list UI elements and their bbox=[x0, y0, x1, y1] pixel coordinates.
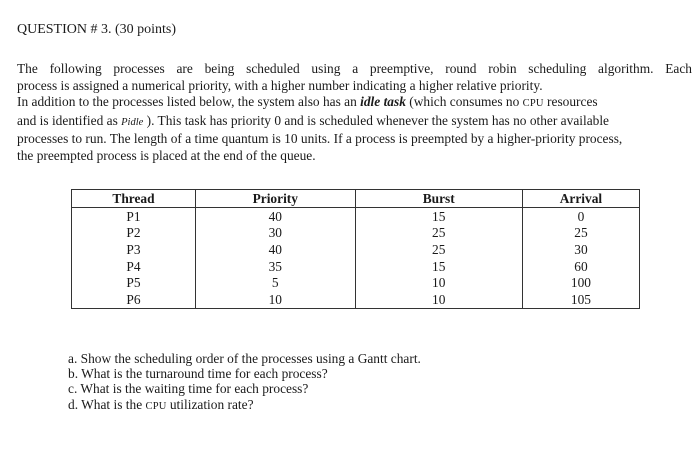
description-line-2: process is assigned a numerical priority, with a higher number indicating a higher relative priority. bbox=[17, 77, 543, 93]
cell-arrival: 105 bbox=[522, 291, 639, 308]
cell-thread: P1 bbox=[72, 207, 196, 224]
table-row bbox=[72, 274, 640, 291]
subquestion-d-cpu: CPU bbox=[145, 400, 167, 412]
description-line-1: The following processes are being scheduled using a preemptive, round robin scheduling algorithm. Each bbox=[17, 61, 692, 76]
table-row bbox=[72, 258, 640, 275]
question-description bbox=[17, 61, 692, 165]
cell-arrival: 100 bbox=[522, 274, 639, 291]
question-title: QUESTION # 3. (30 points) bbox=[17, 22, 177, 37]
table-row bbox=[72, 291, 640, 308]
cell-thread: P4 bbox=[72, 258, 196, 275]
subquestion-b: b. What is the turnaround time for each process? bbox=[68, 366, 328, 382]
header-priority: Priority bbox=[195, 190, 355, 208]
cell-burst: 10 bbox=[355, 274, 522, 291]
cell-arrival: 0 bbox=[522, 207, 639, 224]
cpu-term: CPU bbox=[522, 98, 544, 110]
header-thread: Thread bbox=[72, 190, 196, 208]
cell-priority: 10 bbox=[195, 291, 355, 308]
cell-priority: 40 bbox=[195, 241, 355, 258]
cell-burst: 25 bbox=[355, 241, 522, 258]
table-row bbox=[72, 224, 640, 241]
cell-burst: 15 bbox=[355, 258, 522, 275]
header-burst: Burst bbox=[355, 190, 522, 208]
cell-arrival: 30 bbox=[522, 241, 639, 258]
description-line-3 bbox=[17, 94, 692, 113]
description-line-4-end: ). This task has priority 0 and is scheduled whenever the system has no other available bbox=[143, 112, 610, 128]
cell-thread: P6 bbox=[72, 291, 196, 308]
cell-burst: 10 bbox=[355, 291, 522, 308]
cell-priority: 35 bbox=[195, 258, 355, 275]
subquestion-d bbox=[68, 397, 421, 414]
subquestion-d-end: utilization rate? bbox=[166, 396, 254, 412]
cell-priority: 30 bbox=[195, 224, 355, 241]
subquestion-c: c. What is the waiting time for each process? bbox=[68, 381, 309, 397]
description-line-5: processes to run. The length of a time quantum is 10 units. If a process is preempted by a higher-priority process, bbox=[17, 131, 623, 147]
description-line-3-end: resources bbox=[543, 94, 598, 110]
cell-thread: P5 bbox=[72, 274, 196, 291]
cell-arrival: 60 bbox=[522, 258, 639, 275]
cell-thread: P2 bbox=[72, 224, 196, 241]
table-header-row bbox=[72, 190, 640, 208]
table-row bbox=[72, 241, 640, 258]
description-line-3-middle: (which consumes no bbox=[405, 94, 523, 110]
description-line-4-start: and is identified as bbox=[17, 112, 122, 128]
idle-task-term: idle task bbox=[360, 94, 406, 110]
cell-thread: P3 bbox=[72, 241, 196, 258]
cell-priority: 40 bbox=[195, 207, 355, 224]
cell-burst: 15 bbox=[355, 207, 522, 224]
description-line-6: the preempted process is placed at the end of the queue. bbox=[17, 147, 316, 163]
header-arrival: Arrival bbox=[522, 190, 639, 208]
table-row bbox=[72, 207, 640, 224]
subquestion-list bbox=[68, 351, 421, 414]
cell-arrival: 25 bbox=[522, 224, 639, 241]
pidle-term: Pidle bbox=[121, 116, 144, 128]
description-line-3-start: In addition to the processes listed below, the system also has an bbox=[17, 94, 361, 110]
subquestion-a: a. Show the scheduling order of the processes using a Gantt chart. bbox=[68, 351, 421, 366]
cell-priority: 5 bbox=[195, 274, 355, 291]
description-line-4 bbox=[17, 113, 692, 132]
process-table bbox=[71, 189, 640, 309]
subquestion-d-start: d. What is the bbox=[68, 396, 146, 412]
cell-burst: 25 bbox=[355, 224, 522, 241]
